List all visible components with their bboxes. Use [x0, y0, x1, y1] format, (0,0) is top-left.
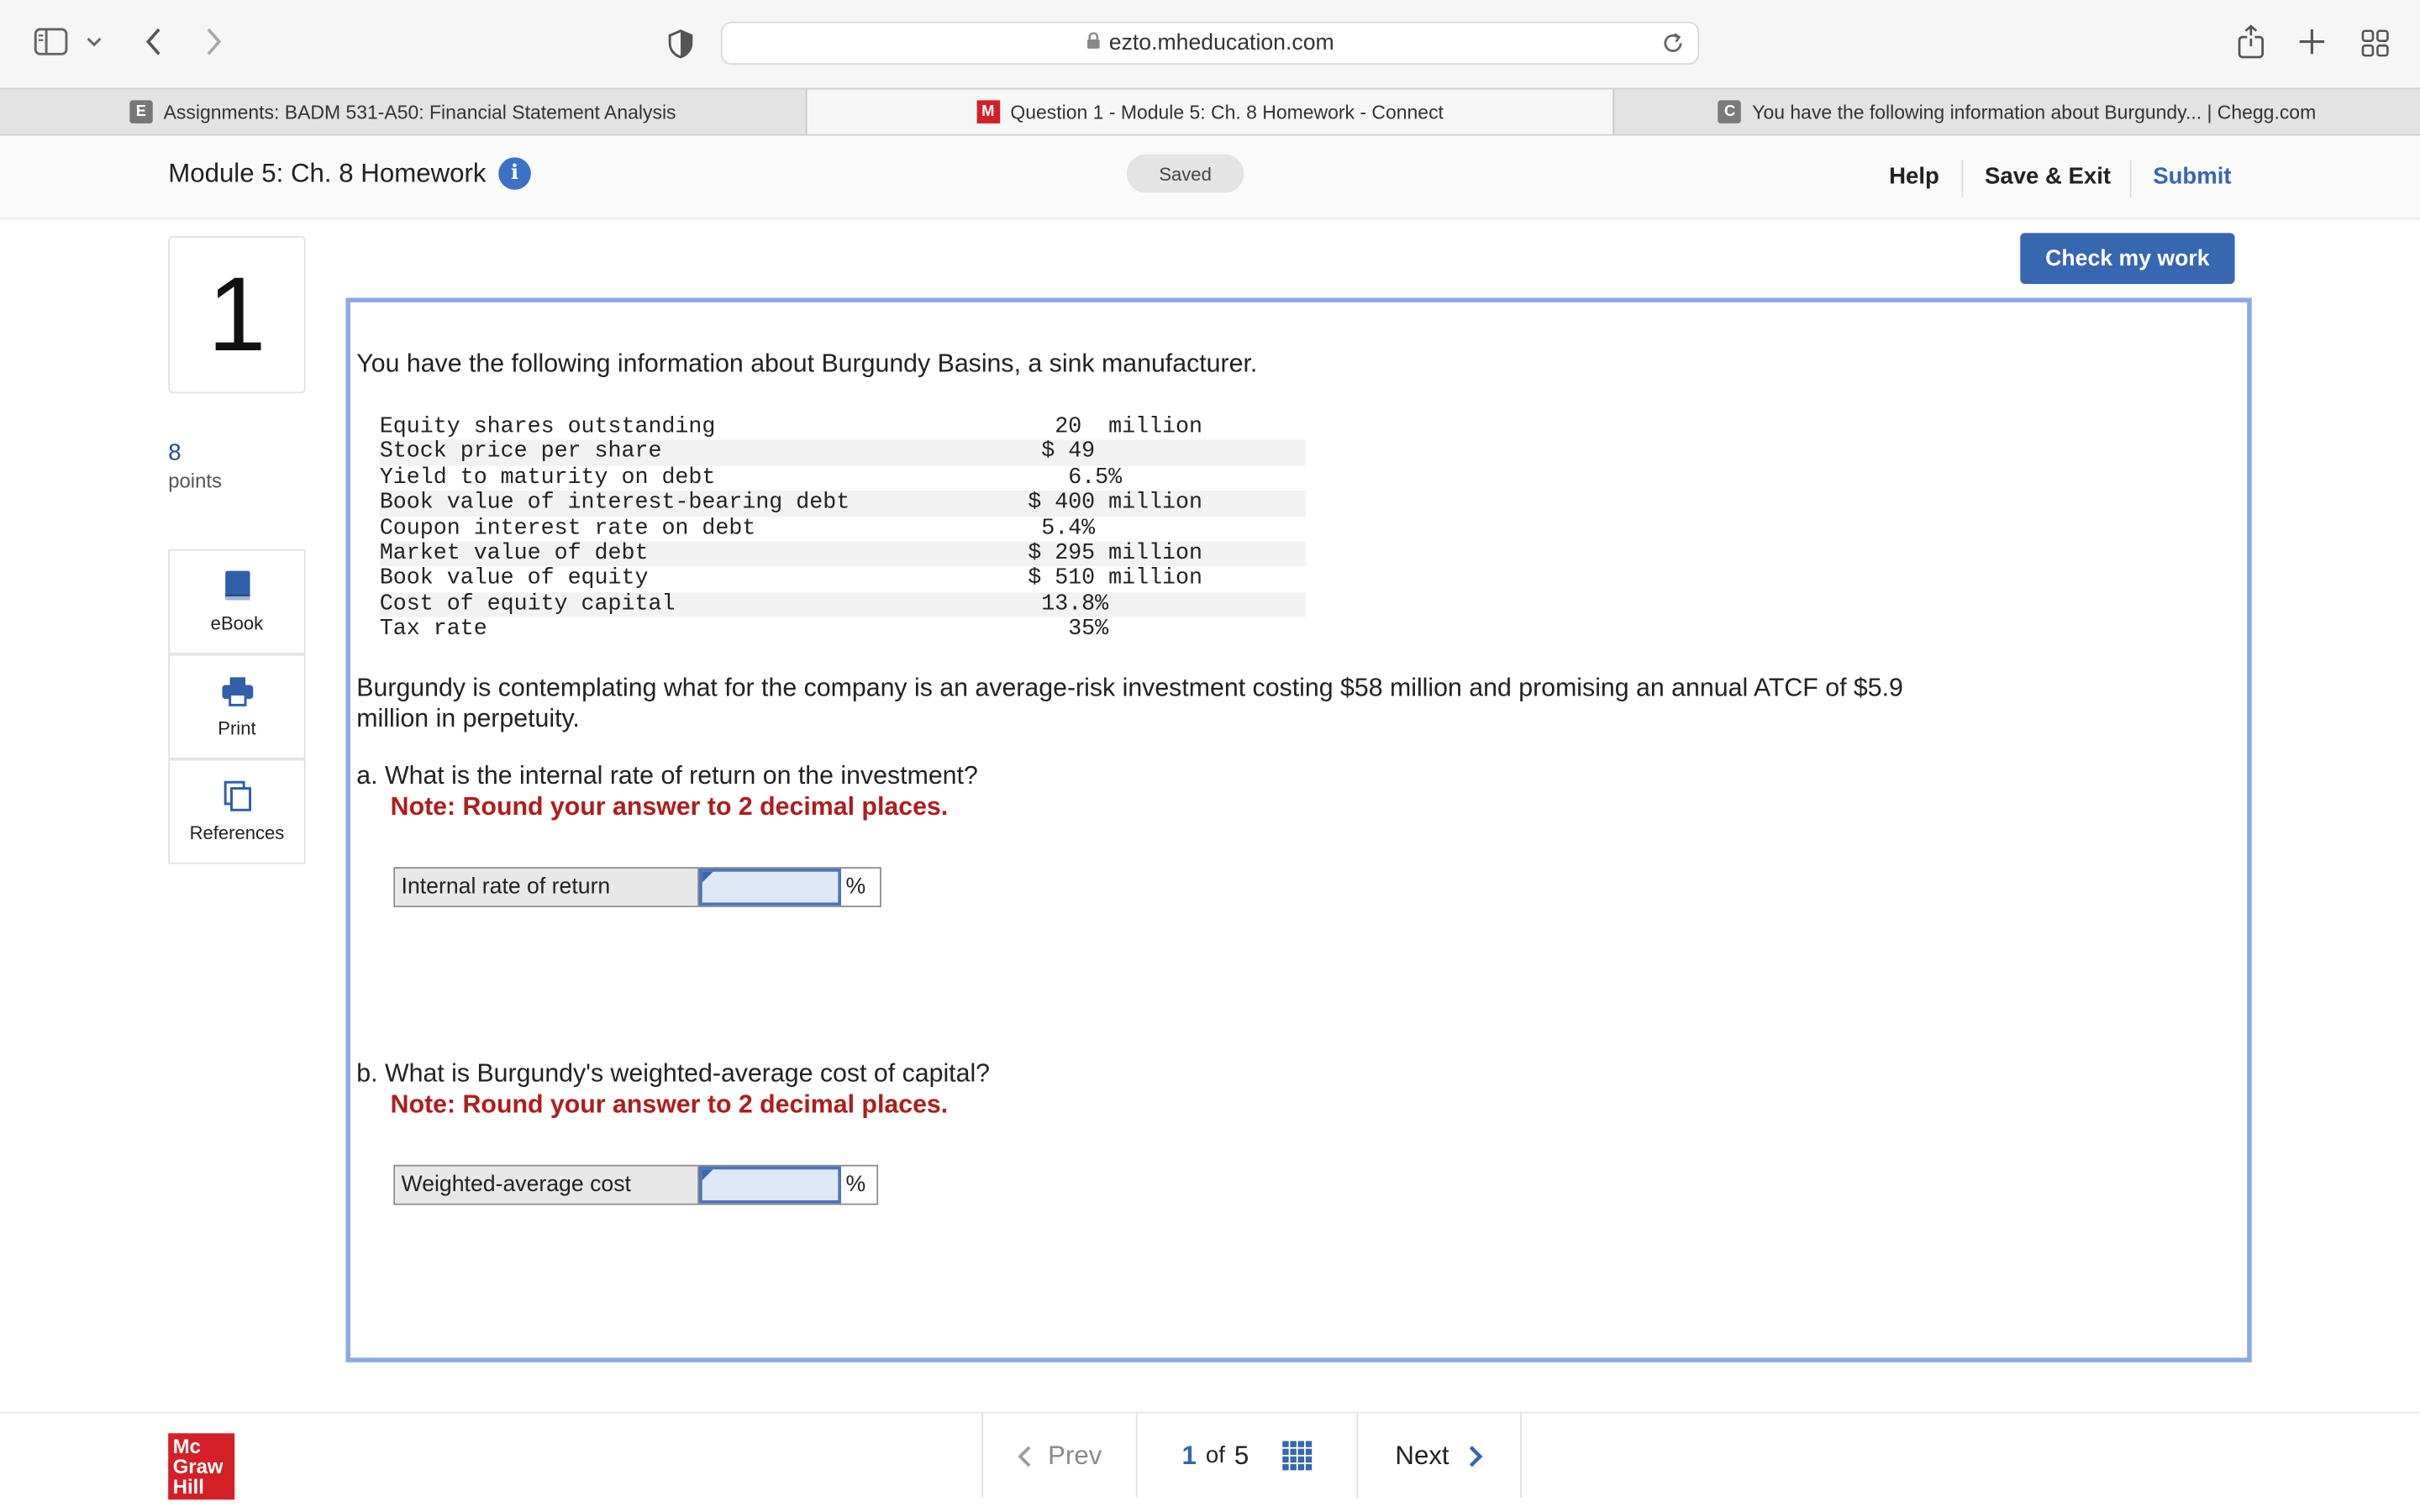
assignments-favicon-icon: E — [129, 100, 153, 123]
chevron-down-icon[interactable] — [83, 29, 105, 54]
question-body: Burgundy is contemplating what for the company is an average-risk investment costing $58 million and promising an annual ATCF of $5.9 million in perpetuity. — [356, 674, 1903, 733]
header-divider — [2130, 160, 2132, 197]
prev-button[interactable]: Prev — [981, 1413, 1136, 1498]
wacc-input[interactable] — [699, 1167, 841, 1204]
tab-title: Assignments: BADM 531-A50: Financial Statement Analysis — [163, 101, 676, 123]
part-b-text: What is Burgundy's weighted-average cost of capital? — [384, 1059, 991, 1088]
references-icon — [220, 780, 254, 813]
info-table — [380, 415, 1306, 643]
tab-question[interactable] — [808, 90, 1615, 134]
part-b-question — [356, 1058, 990, 1120]
tab-overview-icon[interactable] — [2360, 28, 2391, 59]
footer — [0, 1412, 2420, 1512]
table-row: Book value of equity $ 510 million — [379, 566, 1203, 592]
module-title-text: Module 5: Ch. 8 Homework — [168, 158, 487, 188]
answer-label: Weighted-average cost — [395, 1167, 699, 1204]
submit-link[interactable]: Submit — [2153, 163, 2232, 190]
save-exit-link[interactable]: Save & Exit — [1984, 163, 2112, 190]
saved-status-badge: Saved — [1127, 155, 1244, 193]
browser-toolbar — [0, 0, 2420, 88]
percent-unit: % — [841, 869, 880, 906]
table-row: Market value of debt $ 295 million — [380, 542, 1306, 567]
sidebar-toggle-icon[interactable] — [34, 26, 67, 57]
tab-title: Question 1 - Module 5: Ch. 8 Homework - Connect — [1010, 101, 1444, 123]
next-button[interactable]: Next — [1356, 1413, 1522, 1498]
points-label: points — [168, 469, 222, 492]
part-a-note: Note: Round your answer to 2 decimal places. — [390, 793, 949, 822]
help-link[interactable]: Help — [1889, 163, 1939, 190]
part-b-prefix: b. — [356, 1059, 378, 1088]
grid-icon[interactable] — [1283, 1441, 1313, 1470]
irr-input[interactable] — [699, 869, 841, 906]
question-number: 1 — [168, 236, 305, 393]
tab-title: You have the following information about Burgundy... | Chegg.com — [1752, 101, 2317, 123]
question-panel — [345, 297, 2251, 1362]
info-icon[interactable]: i — [498, 157, 531, 190]
part-b-note: Note: Round your answer to 2 decimal places. — [390, 1090, 949, 1119]
url-text: ezto.mheducation.com — [1108, 30, 1334, 56]
print-label: Print — [218, 717, 256, 739]
question-intro: You have the following information about Burgundy Basins, a sink manufacturer. — [356, 349, 1258, 378]
total-pages: 5 — [1234, 1440, 1249, 1470]
privacy-shield-icon[interactable] — [666, 26, 697, 60]
references-label: References — [189, 822, 285, 844]
chevron-right-icon — [1468, 1443, 1483, 1467]
book-icon — [220, 570, 254, 603]
part-b-answer-row — [393, 1165, 878, 1205]
ebook-label: eBook — [210, 612, 264, 634]
table-row: Equity shares outstanding 20 million — [379, 415, 1203, 440]
forward-icon[interactable] — [199, 24, 227, 58]
percent-unit: % — [841, 1167, 876, 1204]
pagination — [981, 1413, 1522, 1498]
printer-icon — [220, 675, 254, 708]
address-bar[interactable] — [721, 22, 1699, 65]
table-row: Cost of equity capital 13.8% — [380, 592, 1306, 617]
table-row: Book value of interest-bearing debt $ 400 million — [380, 491, 1306, 516]
tab-assignments[interactable] — [0, 90, 808, 134]
tab-bar — [0, 88, 2420, 136]
print-button[interactable] — [168, 654, 305, 759]
mcgraw-hill-logo: Mc Graw Hill — [168, 1433, 234, 1499]
page-indicator[interactable] — [1136, 1413, 1357, 1498]
points-value: 8 — [168, 439, 182, 466]
table-row: Stock price per share $ 49 — [380, 440, 1306, 465]
part-a-answer-row — [393, 867, 881, 907]
part-a-prefix: a. — [356, 762, 378, 790]
table-row: Yield to maturity on debt 6.5% — [379, 465, 1123, 491]
reload-icon[interactable] — [1660, 31, 1685, 62]
header-divider — [1961, 160, 1963, 197]
ebook-button[interactable] — [168, 549, 305, 654]
check-my-work-button[interactable]: Check my work — [2020, 233, 2234, 284]
mcgraw-favicon-icon: M — [976, 100, 1000, 123]
chegg-favicon-icon: C — [1718, 100, 1742, 123]
lock-icon — [1086, 33, 1100, 55]
chevron-left-icon — [1017, 1443, 1032, 1467]
tab-chegg[interactable] — [1614, 90, 2420, 134]
back-icon[interactable] — [139, 24, 166, 58]
app-header — [0, 136, 2420, 219]
share-icon[interactable] — [2235, 22, 2266, 62]
current-page: 1 — [1181, 1440, 1197, 1470]
part-a-question — [356, 760, 978, 822]
table-row: Tax rate 35% — [379, 617, 1109, 643]
of-label: of — [1205, 1442, 1225, 1469]
module-title — [168, 157, 531, 190]
table-row: Coupon interest rate on debt 5.4% — [379, 516, 1096, 541]
new-tab-icon[interactable] — [2296, 26, 2328, 57]
part-a-text: What is the internal rate of return on the investment? — [384, 762, 978, 790]
answer-label: Internal rate of return — [395, 869, 699, 906]
references-button[interactable] — [168, 759, 305, 864]
